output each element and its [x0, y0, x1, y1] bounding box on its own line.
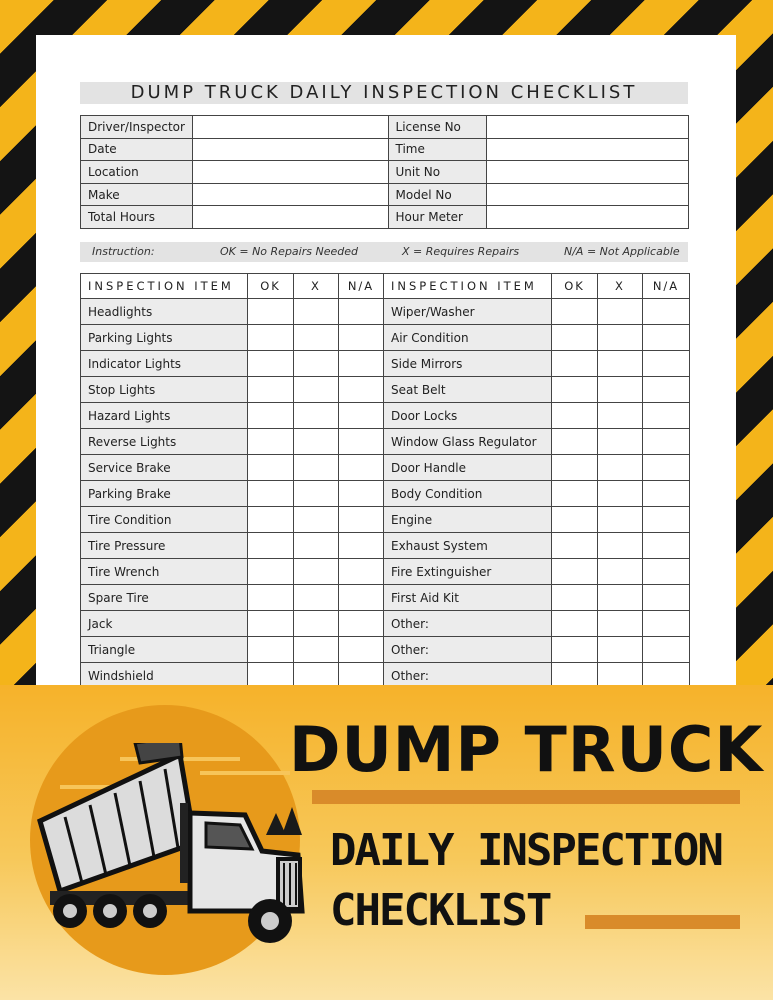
checkbox-ok[interactable]	[248, 559, 294, 585]
checkbox-ok[interactable]	[248, 403, 294, 429]
checkbox-na[interactable]	[643, 299, 690, 325]
checkbox-x[interactable]	[294, 299, 339, 325]
column-header-na: N/A	[643, 274, 690, 299]
checkbox-x[interactable]	[294, 585, 339, 611]
info-label: Time	[388, 138, 486, 161]
inspection-item: Exhaust System	[384, 533, 552, 559]
column-header-x: X	[598, 274, 643, 299]
checkbox-na[interactable]	[339, 507, 384, 533]
checkbox-ok[interactable]	[552, 481, 598, 507]
checkbox-na[interactable]	[339, 559, 384, 585]
checkbox-ok[interactable]	[248, 637, 294, 663]
checkbox-ok[interactable]	[552, 611, 598, 637]
checkbox-x[interactable]	[598, 637, 643, 663]
checkbox-x[interactable]	[598, 481, 643, 507]
info-label: Hour Meter	[388, 206, 486, 229]
checkbox-x[interactable]	[598, 403, 643, 429]
checkbox-na[interactable]	[643, 351, 690, 377]
info-value-field[interactable]	[192, 183, 388, 206]
column-header-item: INSPECTION ITEM	[384, 274, 552, 299]
checkbox-x[interactable]	[598, 299, 643, 325]
checkbox-ok[interactable]	[248, 351, 294, 377]
info-value-field[interactable]	[192, 161, 388, 184]
inspection-item: Headlights	[81, 299, 248, 325]
checkbox-ok[interactable]	[552, 533, 598, 559]
checkbox-ok[interactable]	[552, 325, 598, 351]
inspection-item: Triangle	[81, 637, 248, 663]
info-value-field[interactable]	[192, 206, 388, 229]
inspection-item: Parking Brake	[81, 481, 248, 507]
checkbox-x[interactable]	[598, 325, 643, 351]
info-label: Date	[81, 138, 193, 161]
info-value-field[interactable]	[486, 138, 688, 161]
checkbox-na[interactable]	[643, 455, 690, 481]
checkbox-na[interactable]	[339, 351, 384, 377]
inspection-item: First Aid Kit	[384, 585, 552, 611]
checkbox-na[interactable]	[339, 611, 384, 637]
inspection-item: Hazard Lights	[81, 403, 248, 429]
instruction-bar	[80, 242, 688, 262]
checkbox-x[interactable]	[294, 559, 339, 585]
checkbox-x[interactable]	[294, 325, 339, 351]
banner-title-main: DUMP TRUCK	[289, 713, 764, 786]
checkbox-na[interactable]	[643, 429, 690, 455]
checkbox-na[interactable]	[643, 611, 690, 637]
instruction-ok: OK = No Repairs Needed	[220, 245, 358, 258]
checkbox-ok[interactable]	[248, 299, 294, 325]
checkbox-na[interactable]	[339, 403, 384, 429]
info-value-field[interactable]	[192, 138, 388, 161]
checkbox-x[interactable]	[598, 377, 643, 403]
inspection-item: Tire Pressure	[81, 533, 248, 559]
checkbox-ok[interactable]	[248, 611, 294, 637]
info-value-field[interactable]	[192, 116, 388, 139]
table-row	[81, 455, 690, 481]
column-header-ok: OK	[248, 274, 294, 299]
info-label: Unit No	[388, 161, 486, 184]
info-label: Total Hours	[81, 206, 193, 229]
checkbox-ok[interactable]	[248, 325, 294, 351]
inspection-item: Side Mirrors	[384, 351, 552, 377]
checkbox-na[interactable]	[339, 429, 384, 455]
table-row	[81, 299, 690, 325]
table-row	[81, 429, 690, 455]
checkbox-na[interactable]	[339, 377, 384, 403]
checkbox-x[interactable]	[294, 351, 339, 377]
checkbox-ok[interactable]	[248, 377, 294, 403]
inspection-item: Parking Lights	[81, 325, 248, 351]
checkbox-x[interactable]	[294, 403, 339, 429]
checkbox-x[interactable]	[598, 533, 643, 559]
checkbox-na[interactable]	[643, 325, 690, 351]
checkbox-ok[interactable]	[552, 559, 598, 585]
inspection-item: Body Condition	[384, 481, 552, 507]
checkbox-x[interactable]	[598, 611, 643, 637]
info-label: Location	[81, 161, 193, 184]
info-value-field[interactable]	[486, 183, 688, 206]
checkbox-na[interactable]	[339, 299, 384, 325]
inspection-item: Indicator Lights	[81, 351, 248, 377]
table-row	[81, 611, 690, 637]
inspection-item: Tire Condition	[81, 507, 248, 533]
inspection-item: Jack	[81, 611, 248, 637]
checklist-sheet	[36, 35, 736, 695]
checkbox-na[interactable]	[339, 481, 384, 507]
dump-truck-icon	[30, 743, 330, 953]
cover-banner	[0, 685, 773, 1000]
checkbox-x[interactable]	[294, 533, 339, 559]
checkbox-ok[interactable]	[248, 507, 294, 533]
checkbox-x[interactable]	[294, 507, 339, 533]
info-label: Driver/Inspector	[81, 116, 193, 139]
inspection-item: Fire Extinguisher	[384, 559, 552, 585]
info-label: License No	[388, 116, 486, 139]
inspection-item: Air Condition	[384, 325, 552, 351]
inspection-item: Other:	[384, 637, 552, 663]
checkbox-ok[interactable]	[552, 585, 598, 611]
info-value-field[interactable]	[486, 161, 688, 184]
instruction-na: N/A = Not Applicable	[564, 245, 680, 258]
inspection-item: Other:	[384, 611, 552, 637]
checkbox-x[interactable]	[598, 429, 643, 455]
decorative-bar	[585, 915, 740, 929]
inspection-table	[80, 273, 690, 689]
table-row	[81, 585, 690, 611]
checkbox-x[interactable]	[598, 585, 643, 611]
checkbox-na[interactable]	[643, 481, 690, 507]
checkbox-na[interactable]	[643, 585, 690, 611]
banner-title-sub2: CHECKLIST	[330, 885, 551, 936]
checkbox-na[interactable]	[643, 637, 690, 663]
checkbox-x[interactable]	[294, 377, 339, 403]
table-row	[81, 325, 690, 351]
info-row	[81, 206, 689, 229]
inspection-item: Door Locks	[384, 403, 552, 429]
inspection-item: Other:	[384, 663, 552, 689]
table-row	[81, 377, 690, 403]
checkbox-na[interactable]	[643, 507, 690, 533]
checkbox-x[interactable]	[294, 429, 339, 455]
checkbox-na[interactable]	[643, 533, 690, 559]
checkbox-ok[interactable]	[552, 455, 598, 481]
table-header-row	[81, 274, 690, 299]
inspection-item: Windshield	[81, 663, 248, 689]
inspection-item: Reverse Lights	[81, 429, 248, 455]
info-value-field[interactable]	[486, 206, 688, 229]
info-row	[81, 116, 689, 139]
checkbox-x[interactable]	[598, 351, 643, 377]
inspection-item: Seat Belt	[384, 377, 552, 403]
table-row	[81, 637, 690, 663]
inspection-item: Door Handle	[384, 455, 552, 481]
info-label: Make	[81, 183, 193, 206]
checkbox-ok[interactable]	[248, 455, 294, 481]
checkbox-ok[interactable]	[552, 429, 598, 455]
banner-title-sub1: DAILY INSPECTION	[330, 825, 722, 876]
checkbox-x[interactable]	[598, 507, 643, 533]
checkbox-x[interactable]	[294, 637, 339, 663]
column-header-item: INSPECTION ITEM	[81, 274, 248, 299]
inspection-item: Tire Wrench	[81, 559, 248, 585]
checkbox-na[interactable]	[339, 325, 384, 351]
checkbox-na[interactable]	[339, 533, 384, 559]
checkbox-na[interactable]	[339, 585, 384, 611]
table-row	[81, 559, 690, 585]
checkbox-ok[interactable]	[248, 585, 294, 611]
table-row	[81, 403, 690, 429]
checkbox-x[interactable]	[294, 481, 339, 507]
checkbox-ok[interactable]	[552, 403, 598, 429]
inspection-item: Service Brake	[81, 455, 248, 481]
checkbox-na[interactable]	[643, 377, 690, 403]
column-header-na: N/A	[339, 274, 384, 299]
instruction-x: X = Requires Repairs	[402, 245, 520, 258]
info-row	[81, 138, 689, 161]
inspection-item: Wiper/Washer	[384, 299, 552, 325]
column-header-x: X	[294, 274, 339, 299]
checkbox-ok[interactable]	[552, 507, 598, 533]
checkbox-na[interactable]	[339, 455, 384, 481]
checkbox-ok[interactable]	[248, 481, 294, 507]
checkbox-na[interactable]	[643, 559, 690, 585]
info-row	[81, 161, 689, 184]
column-header-ok: OK	[552, 274, 598, 299]
checkbox-x[interactable]	[294, 455, 339, 481]
info-value-field[interactable]	[486, 116, 688, 139]
inspection-item: Stop Lights	[81, 377, 248, 403]
table-row	[81, 481, 690, 507]
decorative-bar	[312, 790, 740, 804]
checkbox-ok[interactable]	[552, 637, 598, 663]
checkbox-na[interactable]	[339, 637, 384, 663]
sheet-title: DUMP TRUCK DAILY INSPECTION CHECKLIST	[80, 82, 688, 104]
checkbox-x[interactable]	[294, 611, 339, 637]
inspection-item: Window Glass Regulator	[384, 429, 552, 455]
info-label: Model No	[388, 183, 486, 206]
checkbox-ok[interactable]	[552, 299, 598, 325]
inspection-item: Engine	[384, 507, 552, 533]
checkbox-na[interactable]	[643, 403, 690, 429]
table-row	[81, 507, 690, 533]
table-row	[81, 351, 690, 377]
checkbox-x[interactable]	[598, 455, 643, 481]
table-row	[81, 533, 690, 559]
instruction-label: Instruction:	[92, 245, 155, 258]
checkbox-ok[interactable]	[248, 429, 294, 455]
inspection-item: Spare Tire	[81, 585, 248, 611]
info-table	[80, 115, 689, 229]
checkbox-ok[interactable]	[552, 351, 598, 377]
checkbox-ok[interactable]	[248, 533, 294, 559]
checkbox-ok[interactable]	[552, 377, 598, 403]
checkbox-x[interactable]	[598, 559, 643, 585]
info-row	[81, 183, 689, 206]
